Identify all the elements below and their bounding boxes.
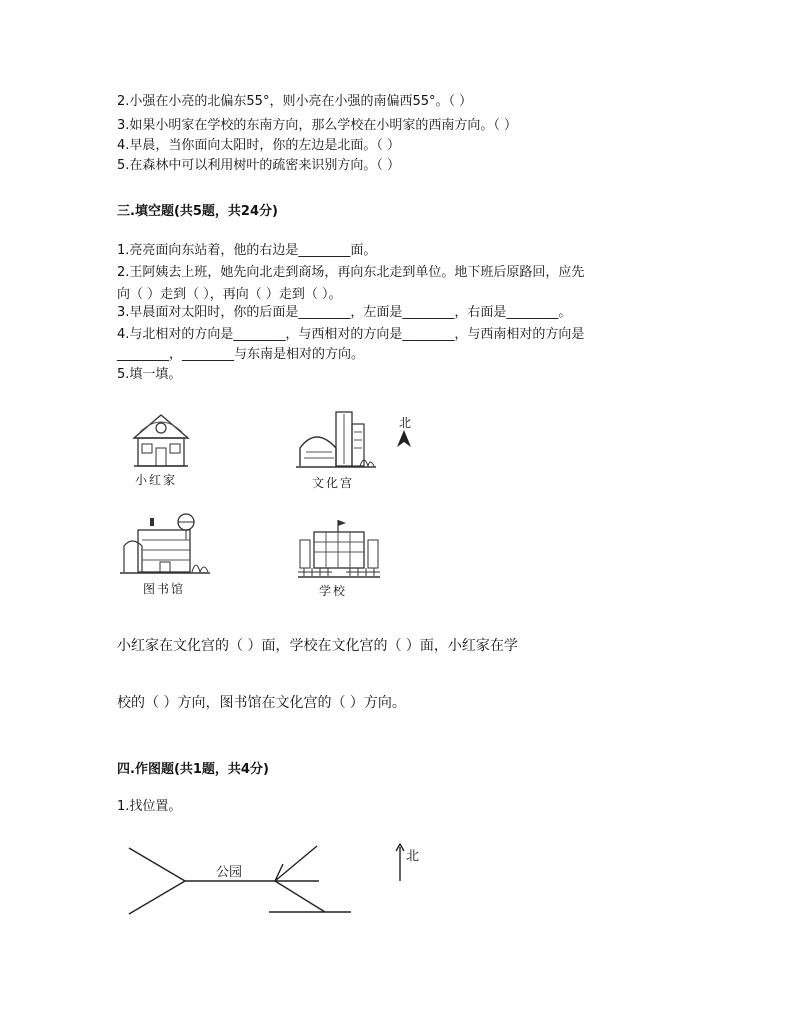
fill-item-2: 2.王阿姨去上班，她先向北走到商场，再向东北走到单位。地下班后原路回，应先 bbox=[117, 265, 585, 280]
fill-question-line-1: 小红家在文化宫的（ ）面，学校在文化宫的（ ）面，小红家在学 bbox=[117, 638, 518, 654]
fill-item-1: 1.亮亮面向东站着，他的右边是________面。 bbox=[117, 243, 377, 258]
judge-item-3: 3.如果小明家在学校的东南方向，那么学校在小明家的西南方向。（ ） bbox=[117, 118, 518, 133]
school-caption: 学校 bbox=[319, 584, 348, 598]
north-arrow-line-icon bbox=[396, 844, 406, 882]
fill-item-4-cont: ________，________与东南是相对的方向。 bbox=[117, 347, 365, 362]
fill-item-4: 4.与北相对的方向是________，与西相对的方向是________，与西南相对的方向是 bbox=[117, 327, 585, 342]
fill-section-heading: 三.填空题(共5题，共24分) bbox=[117, 204, 278, 219]
fill-question-line-2: 校的（ ）方向，图书馆在文化宫的（ ）方向。 bbox=[117, 695, 406, 711]
north-label: 北 bbox=[399, 416, 412, 430]
park-label: 公园 bbox=[216, 865, 243, 880]
fill-item-2-cont: 向（ ）走到（ ），再向（ ）走到（ ）。 bbox=[117, 287, 342, 302]
judge-item-5: 5.在森林中可以利用树叶的疏密来识别方向。（ ） bbox=[117, 158, 401, 173]
culture-palace-illustration bbox=[296, 408, 376, 472]
draw-item-1: 1.找位置。 bbox=[117, 799, 182, 814]
library-illustration bbox=[120, 512, 210, 578]
culture-palace-caption: 文化宫 bbox=[312, 476, 355, 490]
library-caption: 图书馆 bbox=[143, 582, 186, 596]
home-illustration bbox=[130, 412, 192, 470]
fill-item-3: 3.早晨面对太阳时，你的后面是________，左面是________，右面是________。 bbox=[117, 305, 572, 320]
fill-item-5: 5.填一填。 bbox=[117, 367, 182, 382]
school-illustration bbox=[298, 520, 380, 580]
north-arrow-icon bbox=[396, 430, 412, 448]
draw-section-heading: 四.作图题(共1题，共4分) bbox=[117, 762, 269, 777]
judge-item-4: 4.早晨，当你面向太阳时，你的左边是北面。（ ） bbox=[117, 138, 401, 153]
home-caption: 小红家 bbox=[135, 473, 178, 487]
draw-north-label: 北 bbox=[406, 849, 420, 864]
judge-item-2: 2.小强在小亮的北偏东55°，则小亮在小强的南偏西55°。（ ） bbox=[117, 94, 473, 109]
